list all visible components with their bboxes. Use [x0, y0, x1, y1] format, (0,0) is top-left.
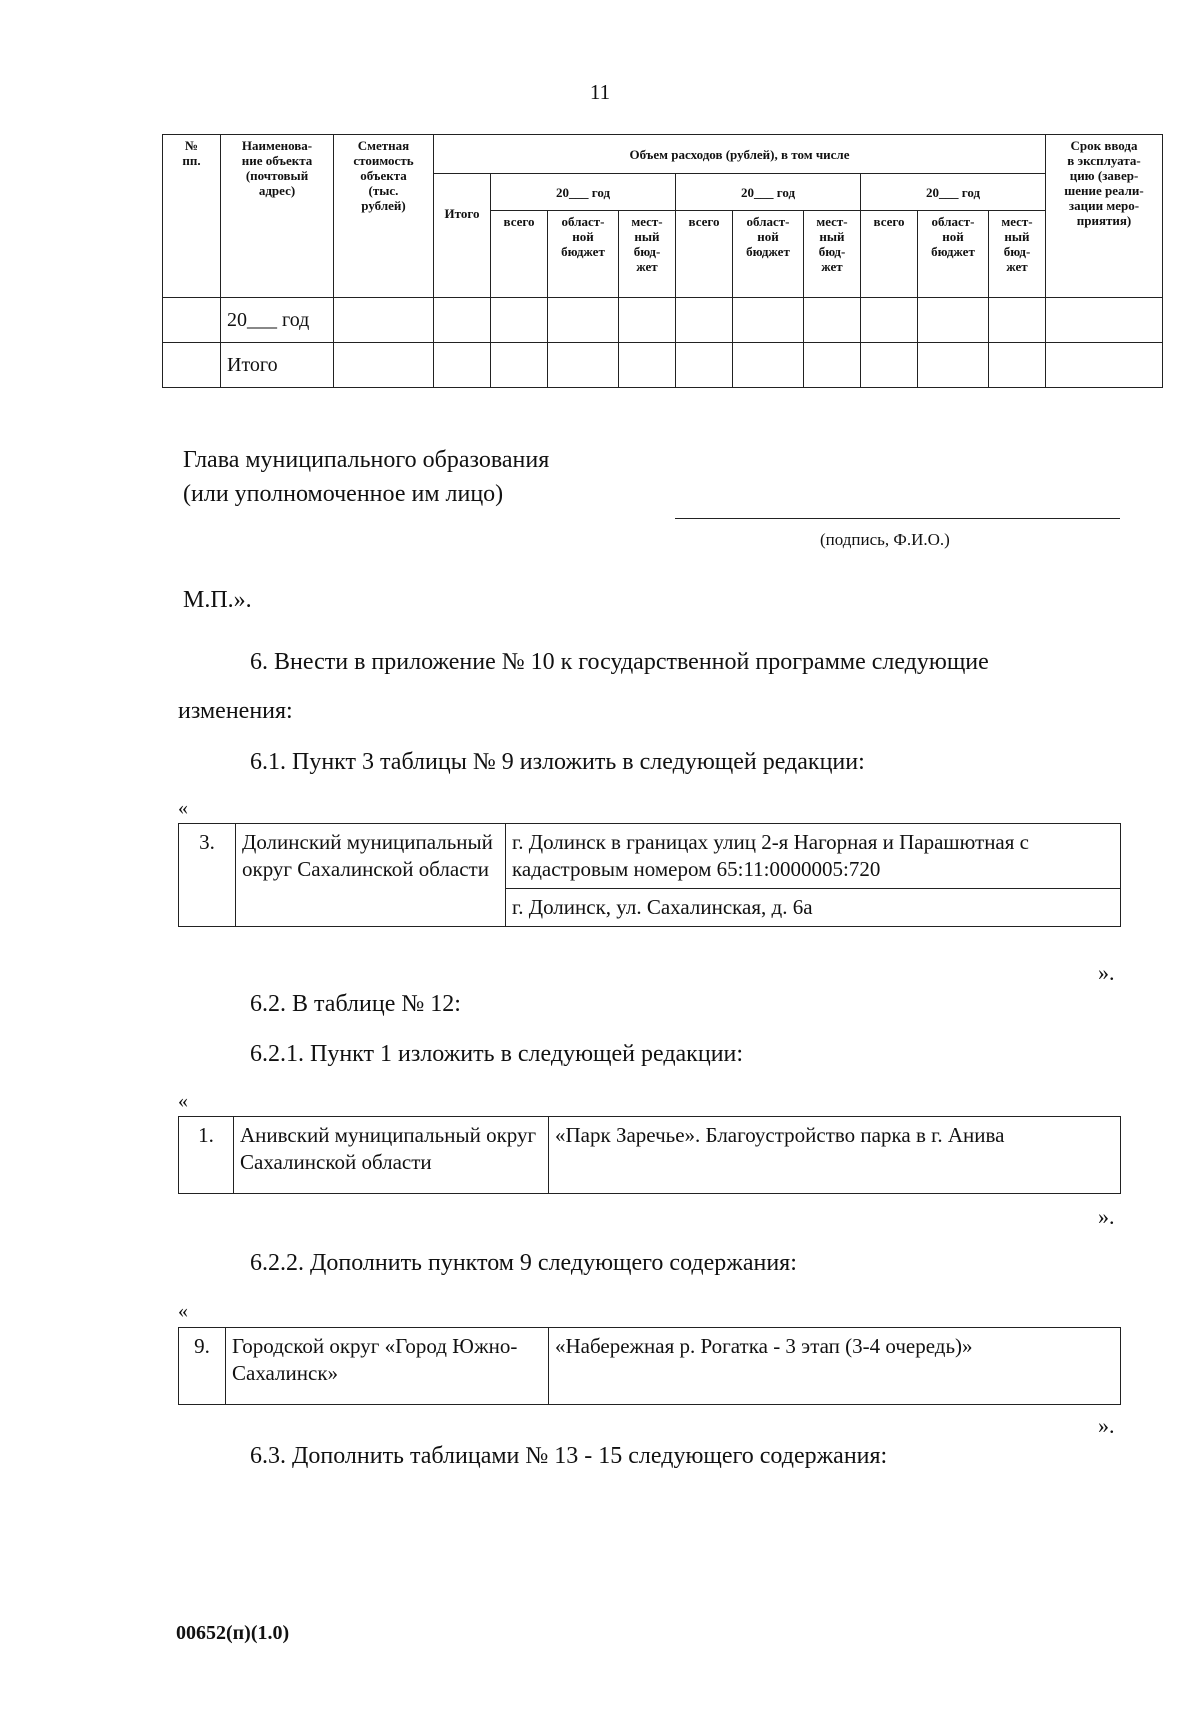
sub-all-header: всего	[676, 211, 733, 298]
project-cell: «Парк Заречье». Благоустройство парка в г. Анива	[549, 1117, 1121, 1194]
paragraph-6: 6. Внести в приложение № 10 к государственной программе следующие	[250, 649, 989, 675]
row-number: 1.	[179, 1117, 234, 1194]
address-cell: г. Долинск в границах улиц 2-я Нагорная и Парашютная с кадастровым номером 65:11:0000005:720	[506, 824, 1121, 889]
document-code: 00652(п)(1.0)	[176, 1622, 290, 1644]
paragraph-6-2-1: 6.2.1. Пункт 1 изложить в следующей редакции:	[250, 1041, 744, 1067]
project-cell: «Набережная р. Рогатка - 3 этап (3-4 очередь)»	[549, 1328, 1121, 1405]
col-name-header: Наименова- ние объекта (почтовый адрес)	[221, 135, 334, 298]
page-number: 11	[589, 80, 611, 104]
table-row	[179, 1117, 1121, 1194]
row-number: 9.	[179, 1328, 226, 1405]
signature-title-line-2: (или уполномоченное им лицо)	[183, 481, 504, 507]
open-quote: «	[178, 1300, 188, 1322]
row-total-label: Итого	[221, 343, 334, 388]
col-volume-header: Объем расходов (рублей), в том числе	[434, 135, 1046, 174]
sub-local-header: мест- ный бюд- жет	[989, 211, 1046, 298]
open-quote: «	[178, 1090, 188, 1112]
open-quote: «	[178, 797, 188, 819]
seal-mark: М.П.».	[183, 587, 252, 613]
paragraph-6-1: 6.1. Пункт 3 таблицы № 9 изложить в следующей редакции:	[250, 749, 865, 775]
sub-regional-header: област- ной бюджет	[733, 211, 804, 298]
table-12-point-9	[178, 1327, 1121, 1405]
signature-title-line-1: Глава муниципального образования	[183, 447, 550, 473]
year-2-header: 20___ год	[676, 174, 861, 211]
sub-all-header: всего	[861, 211, 918, 298]
year-1-header: 20___ год	[491, 174, 676, 211]
paragraph-6-2: 6.2. В таблице № 12:	[250, 991, 461, 1017]
sub-local-header: мест- ный бюд- жет	[619, 211, 676, 298]
table-12-point-1	[178, 1116, 1121, 1194]
municipality-cell: Долинский муниципальный округ Сахалинской области	[236, 824, 506, 927]
col-cost-header: Сметная стоимость объекта (тыс. рублей)	[334, 135, 434, 298]
sub-all-header: всего	[491, 211, 548, 298]
signature-line	[675, 518, 1120, 519]
table-9-point-3	[178, 823, 1121, 927]
table-row	[163, 343, 1163, 388]
paragraph-6-2-2: 6.2.2. Дополнить пунктом 9 следующего содержания:	[250, 1250, 797, 1276]
close-quote: ».	[1098, 960, 1115, 985]
close-quote: ».	[1098, 1413, 1115, 1438]
paragraph-6-3: 6.3. Дополнить таблицами № 13 - 15 следующего содержания:	[250, 1443, 888, 1469]
expense-header-row-1	[163, 135, 1163, 174]
table-row	[179, 1328, 1121, 1405]
row-year-label: 20___ год	[221, 298, 334, 343]
municipality-cell: Городской округ «Город Южно-Сахалинск»	[226, 1328, 549, 1405]
expense-table	[162, 134, 1163, 388]
address-cell: г. Долинск, ул. Сахалинская, д. 6а	[506, 889, 1121, 927]
municipality-cell: Анивский муниципальный округ Сахалинской области	[234, 1117, 549, 1194]
col-total-header: Итого	[434, 174, 491, 298]
paragraph-6-cont: изменения:	[178, 698, 293, 724]
col-deadline-header: Срок ввода в эксплуата- цию (завер- шение реали- зации меро- приятия)	[1046, 135, 1163, 298]
sub-local-header: мест- ный бюд- жет	[804, 211, 861, 298]
col-number-header: № пп.	[163, 135, 221, 298]
row-number: 3.	[179, 824, 236, 927]
signature-caption: (подпись, Ф.И.О.)	[820, 530, 950, 549]
table-row	[179, 824, 1121, 889]
sub-regional-header: област- ной бюджет	[918, 211, 989, 298]
sub-regional-header: област- ной бюджет	[548, 211, 619, 298]
year-3-header: 20___ год	[861, 174, 1046, 211]
close-quote: ».	[1098, 1204, 1115, 1229]
table-row	[163, 298, 1163, 343]
